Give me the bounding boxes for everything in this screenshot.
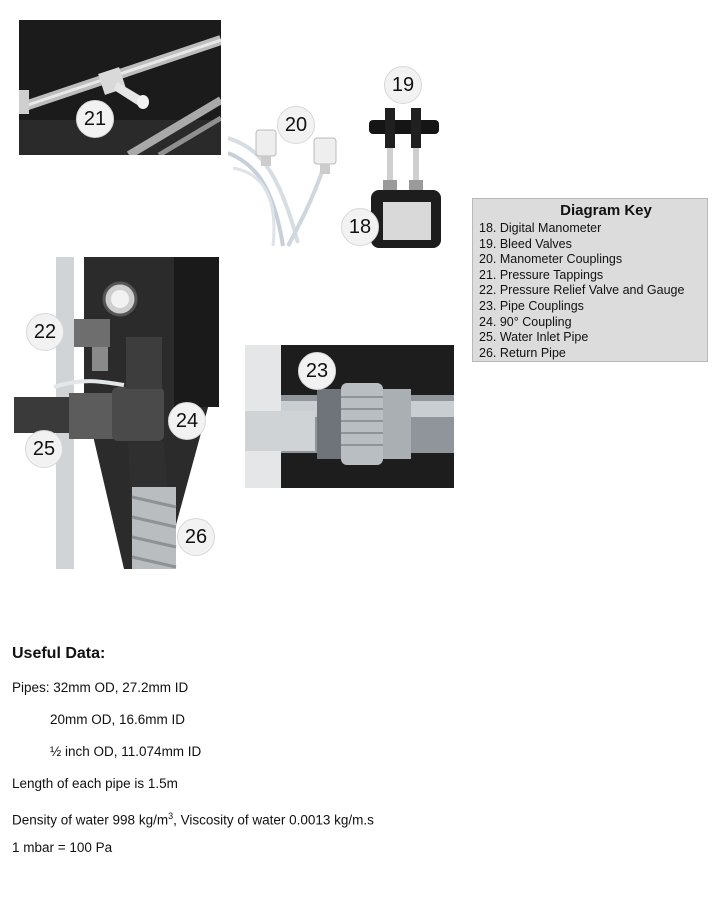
photo-pipe-coupling <box>245 345 454 488</box>
key-item: 25. Water Inlet Pipe <box>479 330 589 345</box>
label-26: 26 <box>177 518 215 556</box>
key-item: 21. Pressure Tappings <box>479 267 604 282</box>
label-22: 22 <box>26 313 64 351</box>
label-21: 21 <box>76 100 114 138</box>
key-item: 22. Pressure Relief Valve and Gauge <box>479 283 685 298</box>
key-item: 20. Manometer Couplings <box>479 252 623 267</box>
pipe-size-2: 20mm OD, 16.6mm ID <box>50 712 186 727</box>
key-item: 18. Digital Manometer <box>479 221 602 235</box>
diagram-key-title: Diagram Key <box>560 202 652 219</box>
unit-conversion: 1 mbar = 100 Pa <box>12 840 113 855</box>
key-item: 23. Pipe Couplings <box>479 298 584 313</box>
density-exponent: 3 <box>168 811 174 821</box>
key-item: 24. 90° Coupling <box>479 314 572 329</box>
pipe-size-1: Pipes: 32mm OD, 27.2mm ID <box>12 680 189 695</box>
fluid-properties <box>12 807 712 839</box>
key-item: 26. Return Pipe <box>479 345 566 360</box>
viscosity-text: , Viscosity of water 0.0013 kg/m.s <box>173 812 374 828</box>
pipe-length: Length of each pipe is 1.5m <box>12 776 178 791</box>
photo-pressure-tappings <box>19 20 221 155</box>
useful-data-title: Useful Data: <box>12 645 106 662</box>
density-text: Density of water 998 kg/m <box>12 812 169 828</box>
pipe-size-3: ½ inch OD, 11.074mm ID <box>50 744 202 759</box>
diagram-key <box>472 198 708 362</box>
label-25: 25 <box>25 430 63 468</box>
label-20: 20 <box>277 106 315 144</box>
label-19: 19 <box>384 66 422 104</box>
label-23: 23 <box>298 352 336 390</box>
useful-data-section <box>12 645 712 871</box>
label-24: 24 <box>168 402 206 440</box>
key-item: 19. Bleed Valves <box>479 236 572 251</box>
label-18: 18 <box>341 208 379 246</box>
